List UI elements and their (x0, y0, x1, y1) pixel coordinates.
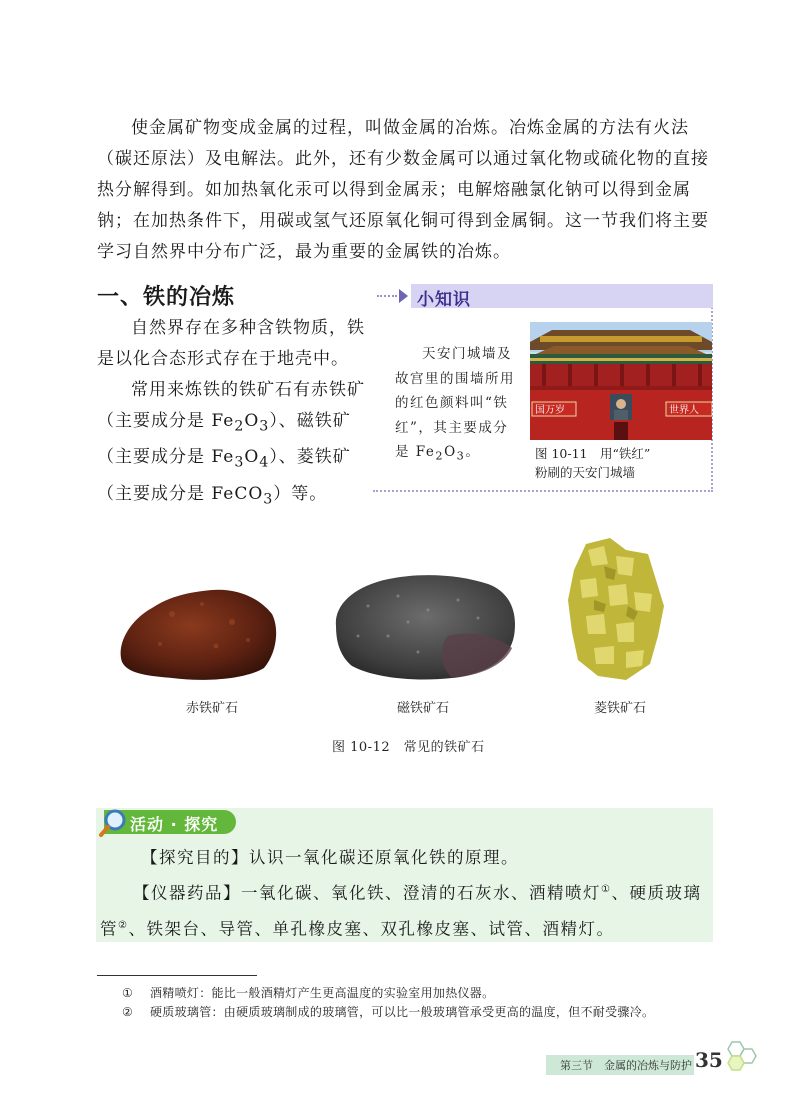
magnifier-icon (98, 808, 128, 838)
hexagon-decoration-icon (722, 1040, 758, 1076)
footnote-text: 硬质玻璃管：由硬质玻璃制成的玻璃管，可以比一般玻璃管承受更高的温度，但不耐受骤冷。 (150, 1005, 655, 1019)
tip-title: 小知识 (417, 290, 471, 310)
materials-text-b: 、硬质玻璃管 (100, 883, 702, 938)
tip-text-a: 天安门城墙及故宫里的围墙所用的红色颜料叫“铁红”，其主要成分是 Fe (395, 346, 515, 460)
banner-left-text: 国万岁 (535, 405, 565, 416)
ore-caption-hematite: 赤铁矿石 (186, 701, 239, 716)
subscript: 3 (456, 449, 466, 463)
tiananmen-illustration (530, 322, 712, 440)
ore-caption-magnetite: 磁铁矿石 (397, 701, 450, 716)
subscript: 3 (263, 491, 274, 508)
p2-text-b: O (244, 411, 260, 431)
activity-purpose: 【探究目的】认识一氧化碳还原氧化铁的原理。 (141, 848, 519, 867)
banner-right-text: 世界人 (669, 405, 699, 416)
tiananmen-photo (530, 322, 712, 440)
magnetite-image (328, 566, 520, 684)
subscript: 2 (234, 418, 245, 435)
tip-caption-line2: 粉刷的天安门城墙 (535, 465, 636, 480)
p2-text-f: ）等。 (273, 483, 328, 504)
section-paragraph-1: 自然界存在多种含铁物质，铁是以化合态形式存在于地壳中。 (97, 318, 365, 369)
section-body (97, 313, 365, 515)
tip-text-c: 。 (465, 444, 481, 460)
siderite-image (564, 536, 668, 684)
p2-text-a: 常用来炼铁的铁矿石有赤铁矿（主要成分是 Fe (97, 380, 365, 431)
footnote-text: 酒精喷灯：能比一般酒精灯产生更高温度的实验室用加热仪器。 (150, 986, 495, 1000)
hematite-image (112, 574, 280, 686)
subscript: 3 (234, 454, 245, 471)
footnote-1 (122, 984, 494, 1001)
footnote-divider (97, 975, 257, 976)
figure-caption: 图 10-12 常见的铁矿石 (332, 740, 485, 755)
activity-text (100, 842, 708, 945)
section-title: 一、铁的冶炼 (97, 284, 236, 310)
tip-text-b: O (444, 444, 457, 460)
intro-paragraph: 使金属矿物变成金属的过程，叫做金属的冶炼。冶炼金属的方法有火法（碳还原法）及电解法。此外，还有少数金属可以通过氧化物或硫化物的直接热分解得到。如加热氧化汞可以得到金属汞；电解熔融氯化钠可以得到金属钠；在加热条件下，用碳或氢气还原氧化铜可得到金属铜。这一节我们将主要学习自然界中分布广泛，最为重要的金属铁的冶炼。 (97, 118, 709, 262)
p2-text-c: ）、磁铁矿（主要成分是 Fe (97, 411, 351, 468)
footnote-number: ② (122, 1005, 134, 1019)
footnote-ref-2: ② (118, 919, 129, 931)
materials-text-c: 、铁架台、导管、单孔橡皮塞、双孔橡皮塞、试管、酒精灯。 (128, 919, 615, 938)
tip-arrow-icon (399, 289, 408, 303)
footnote-ref-1: ① (601, 884, 612, 895)
activity-materials (100, 874, 708, 945)
p2-text-e: ）、菱铁矿（主要成分是 FeCO (97, 447, 351, 504)
materials-text-a: 【仪器药品】一氧化碳、氧化铁、澄清的石灰水、酒精喷灯 (133, 883, 601, 903)
magnetite-illustration (328, 566, 520, 684)
tip-caption-line1: 图 10-11 用“铁红” (535, 446, 651, 461)
footer-section-label: 第三节 金属的冶炼与防护 (560, 1059, 692, 1072)
ore-caption-siderite: 菱铁矿石 (594, 701, 647, 716)
p2-text-d: O (244, 447, 260, 468)
footnote-2 (122, 1003, 654, 1020)
siderite-illustration (564, 536, 668, 684)
activity-badge (96, 808, 238, 834)
section-paragraph-2 (97, 375, 365, 515)
page-number: 35 (695, 1048, 723, 1072)
subscript: 3 (259, 418, 270, 435)
subscript: 4 (259, 454, 270, 471)
activity-title: 活动 · 探究 (130, 815, 219, 834)
hematite-illustration (112, 574, 280, 686)
footnote-number: ① (122, 986, 134, 1000)
tip-text (395, 342, 523, 469)
tip-header-dash (377, 295, 397, 297)
subscript: 2 (435, 449, 445, 463)
tip-figure-caption (535, 444, 650, 482)
tip-header (373, 284, 713, 308)
